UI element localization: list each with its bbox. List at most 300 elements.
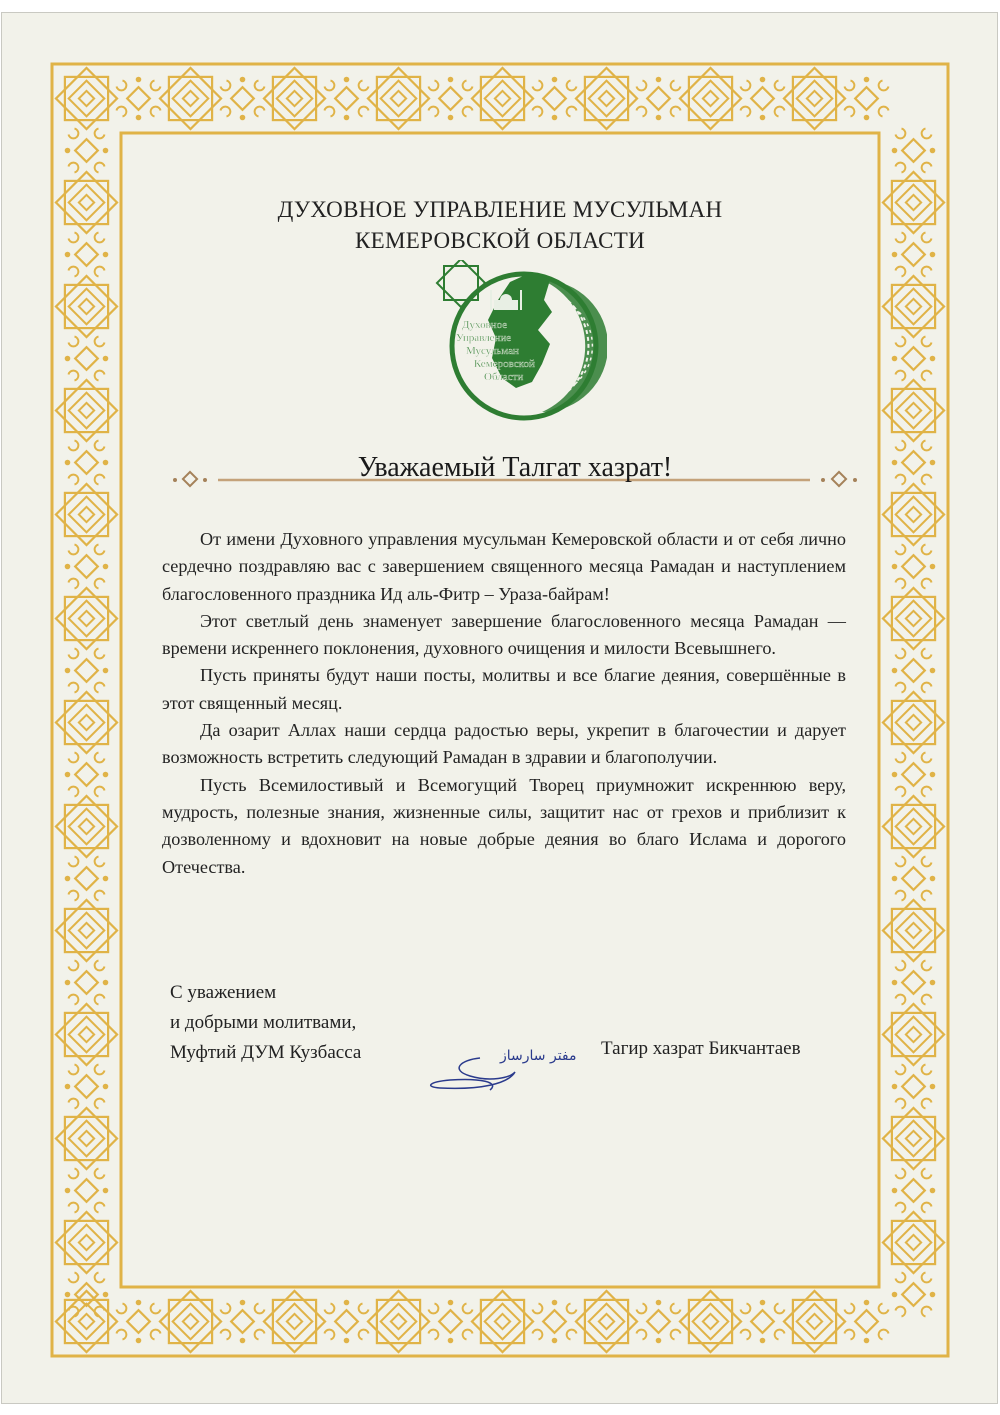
scroll-motif-icon: [896, 891, 906, 901]
star-inner-diamond-icon: [896, 809, 932, 845]
diamond-motif-icon: [231, 1310, 254, 1333]
scroll-motif-icon: [896, 787, 906, 797]
star-center-diamond-icon: [906, 611, 921, 626]
dot-motif-icon: [65, 1084, 71, 1090]
diamond-motif-icon: [75, 763, 98, 786]
scroll-motif-icon: [325, 1330, 335, 1340]
dot-motif-icon: [864, 1338, 870, 1344]
diamond-motif-icon: [855, 1310, 878, 1333]
diamond-motif-icon: [75, 139, 98, 162]
scroll-motif-icon: [922, 475, 932, 485]
diamond-motif-icon: [75, 451, 98, 474]
scroll-motif-icon: [922, 649, 932, 659]
dot-motif-icon: [65, 668, 71, 674]
scroll-motif-icon: [533, 1304, 543, 1314]
scroll-motif-icon: [775, 1304, 785, 1314]
scroll-motif-icon: [69, 1307, 79, 1317]
scroll-motif-icon: [922, 1099, 932, 1109]
diamond-motif-icon: [902, 1075, 925, 1098]
scroll-motif-icon: [325, 1304, 335, 1314]
scroll-motif-icon: [671, 81, 681, 91]
star-inner-diamond-icon: [173, 1304, 209, 1340]
star-center-diamond-icon: [79, 403, 94, 418]
scroll-motif-icon: [922, 891, 932, 901]
dot-motif-icon: [103, 564, 109, 570]
star-center-diamond-icon: [183, 91, 198, 106]
scroll-motif-icon: [95, 163, 105, 173]
dot-motif-icon: [930, 772, 936, 778]
scroll-motif-icon: [922, 787, 932, 797]
diamond-motif-icon: [902, 763, 925, 786]
scroll-motif-icon: [95, 129, 105, 139]
star-inner-diamond-icon: [485, 81, 521, 117]
scroll-motif-icon: [95, 267, 105, 277]
star-center-diamond-icon: [807, 91, 822, 106]
logo-text-line: Управление: [456, 332, 512, 344]
dot-motif-icon: [136, 1338, 142, 1344]
scroll-motif-icon: [896, 995, 906, 1005]
star-center-diamond-icon: [183, 1314, 198, 1329]
scroll-motif-icon: [95, 337, 105, 347]
scroll-motif-icon: [69, 579, 79, 589]
diamond-motif-icon: [335, 87, 358, 110]
scroll-motif-icon: [95, 683, 105, 693]
dot-motif-icon: [892, 1084, 898, 1090]
scroll-motif-icon: [69, 441, 79, 451]
star-center-diamond-icon: [79, 91, 94, 106]
scroll-motif-icon: [637, 1330, 647, 1340]
diamond-motif-icon: [902, 1179, 925, 1202]
diamond-motif-icon: [75, 971, 98, 994]
scroll-motif-icon: [221, 107, 231, 117]
dot-motif-icon: [656, 1300, 662, 1306]
scroll-motif-icon: [741, 1304, 751, 1314]
dot-motif-icon: [656, 1338, 662, 1344]
dot-motif-icon: [103, 460, 109, 466]
diamond-motif-icon: [127, 1310, 150, 1333]
scroll-motif-icon: [922, 1065, 932, 1075]
scroll-motif-icon: [429, 1330, 439, 1340]
scroll-motif-icon: [741, 107, 751, 117]
scroll-motif-icon: [95, 1203, 105, 1213]
star-inner-diamond-icon: [693, 1304, 729, 1340]
scroll-motif-icon: [922, 267, 932, 277]
star-center-diamond-icon: [287, 91, 302, 106]
star-center-diamond-icon: [703, 1314, 718, 1329]
star-inner-diamond-icon: [896, 1121, 932, 1157]
dot-motif-icon: [656, 115, 662, 121]
star-inner-diamond-icon: [277, 1304, 313, 1340]
diamond-motif-icon: [543, 1310, 566, 1333]
dot-motif-icon: [344, 1338, 350, 1344]
dot-motif-icon: [448, 115, 454, 121]
scroll-motif-icon: [775, 107, 785, 117]
dot-motif-icon: [65, 980, 71, 986]
dot-motif-icon: [103, 148, 109, 154]
scroll-motif-icon: [95, 441, 105, 451]
star-center-diamond-icon: [906, 403, 921, 418]
scroll-motif-icon: [879, 107, 889, 117]
star-center-diamond-icon: [79, 299, 94, 314]
dot-motif-icon: [65, 876, 71, 882]
dot-motif-icon: [864, 77, 870, 83]
diamond-motif-icon: [439, 1310, 462, 1333]
scroll-motif-icon: [95, 1273, 105, 1283]
scroll-motif-icon: [69, 787, 79, 797]
dot-motif-icon: [103, 1084, 109, 1090]
body-paragraph: Да озарит Аллах наши сердца радостью веры, укрепит в благочестии и дарует возможность встретить следующий Рамадан в здравии и благополучии.: [162, 720, 846, 768]
diamond-motif-icon: [902, 139, 925, 162]
scroll-motif-icon: [95, 371, 105, 381]
dot-motif-icon: [892, 876, 898, 882]
scroll-motif-icon: [896, 337, 906, 347]
dot-motif-icon: [892, 460, 898, 466]
scroll-motif-icon: [845, 1304, 855, 1314]
scroll-motif-icon: [95, 961, 105, 971]
star-inner-diamond-icon: [589, 1304, 625, 1340]
body-paragraph: От имени Духовного управления мусульман Кемеровской области и от себя лично сердечно поздравляю вас с завершением священного месяца Рамадан и наступлением благословенного праздника Ид аль-Фитр – Ураза-байрам!: [162, 529, 846, 604]
star-center-diamond-icon: [807, 1314, 822, 1329]
scroll-motif-icon: [879, 81, 889, 91]
dot-motif-icon: [103, 668, 109, 674]
scroll-motif-icon: [922, 753, 932, 763]
scroll-motif-icon: [429, 1304, 439, 1314]
scroll-motif-icon: [117, 107, 127, 117]
diamond-motif-icon: [902, 555, 925, 578]
salutation-row: [170, 452, 860, 502]
dot-motif-icon: [930, 564, 936, 570]
scroll-motif-icon: [255, 107, 265, 117]
star-center-diamond-icon: [79, 611, 94, 626]
star-center-diamond-icon: [599, 1314, 614, 1329]
scroll-motif-icon: [95, 475, 105, 485]
organization-logo: [432, 260, 607, 425]
scroll-motif-icon: [896, 267, 906, 277]
scroll-motif-icon: [879, 1304, 889, 1314]
star-center-diamond-icon: [703, 91, 718, 106]
closing-line: и добрыми молитвами,: [170, 1012, 357, 1033]
scroll-motif-icon: [95, 1307, 105, 1317]
scroll-motif-icon: [637, 81, 647, 91]
scroll-motif-icon: [95, 891, 105, 901]
star-inner-diamond-icon: [173, 81, 209, 117]
star-center-diamond-icon: [495, 1314, 510, 1329]
star-center-diamond-icon: [79, 819, 94, 834]
dot-motif-icon: [930, 1084, 936, 1090]
diamond-motif-icon: [902, 971, 925, 994]
diamond-motif-icon: [75, 1179, 98, 1202]
star-center-diamond-icon: [906, 1131, 921, 1146]
scroll-motif-icon: [567, 81, 577, 91]
logo-text-line: Духовное: [462, 319, 508, 331]
star-inner-diamond-icon: [69, 81, 105, 117]
scroll-motif-icon: [359, 1330, 369, 1340]
scroll-motif-icon: [221, 1304, 231, 1314]
star-inner-diamond-icon: [69, 289, 105, 325]
scroll-motif-icon: [567, 1304, 577, 1314]
scroll-motif-icon: [741, 1330, 751, 1340]
scroll-motif-icon: [922, 1307, 932, 1317]
dot-motif-icon: [760, 1338, 766, 1344]
scroll-motif-icon: [896, 129, 906, 139]
scroll-motif-icon: [69, 1099, 79, 1109]
scroll-motif-icon: [95, 857, 105, 867]
dot-motif-icon: [240, 1338, 246, 1344]
scroll-motif-icon: [359, 107, 369, 117]
diamond-motif-icon: [902, 347, 925, 370]
scroll-motif-icon: [637, 107, 647, 117]
scroll-motif-icon: [896, 1169, 906, 1179]
scroll-motif-icon: [922, 545, 932, 555]
scroll-motif-icon: [896, 1099, 906, 1109]
dot-motif-icon: [552, 1300, 558, 1306]
scroll-motif-icon: [671, 107, 681, 117]
scroll-motif-icon: [69, 857, 79, 867]
dot-motif-icon: [448, 1338, 454, 1344]
scroll-motif-icon: [69, 545, 79, 555]
scroll-motif-icon: [95, 1065, 105, 1075]
scroll-motif-icon: [221, 1330, 231, 1340]
scroll-motif-icon: [117, 1304, 127, 1314]
dot-motif-icon: [864, 1300, 870, 1306]
scroll-motif-icon: [95, 579, 105, 589]
dot-motif-icon: [892, 668, 898, 674]
closing-line: С уважением: [170, 982, 277, 1003]
scroll-motif-icon: [533, 107, 543, 117]
dot-motif-icon: [656, 77, 662, 83]
dot-motif-icon: [930, 876, 936, 882]
scroll-motif-icon: [429, 81, 439, 91]
scroll-motif-icon: [69, 337, 79, 347]
dot-motif-icon: [136, 77, 142, 83]
dot-motif-icon: [103, 980, 109, 986]
scroll-motif-icon: [117, 81, 127, 91]
dot-motif-icon: [448, 1300, 454, 1306]
logo-text-line: Области: [484, 371, 524, 383]
org-title-line1: ДУХОВНОЕ УПРАВЛЕНИЕ МУСУЛЬМАН: [277, 197, 723, 222]
body-paragraph: Пусть приняты будут наши посты, молитвы и все благие деяния, совершённые в этот священный месяц.: [162, 665, 846, 713]
scroll-motif-icon: [429, 107, 439, 117]
scroll-motif-icon: [117, 1330, 127, 1340]
scroll-motif-icon: [151, 107, 161, 117]
signer-name: Тагир хазрат Бикчантаев: [601, 1038, 801, 1059]
star-inner-diamond-icon: [69, 601, 105, 637]
star-center-diamond-icon: [906, 715, 921, 730]
dot-motif-icon: [240, 1300, 246, 1306]
dot-motif-icon: [760, 77, 766, 83]
diamond-motif-icon: [75, 867, 98, 890]
scroll-motif-icon: [567, 107, 577, 117]
star-inner-diamond-icon: [69, 1121, 105, 1157]
scroll-motif-icon: [69, 961, 79, 971]
scroll-motif-icon: [845, 107, 855, 117]
scroll-motif-icon: [69, 649, 79, 659]
dot-motif-icon: [448, 77, 454, 83]
scroll-motif-icon: [922, 163, 932, 173]
star-inner-diamond-icon: [277, 81, 313, 117]
dot-motif-icon: [892, 1188, 898, 1194]
dot-motif-icon: [65, 772, 71, 778]
scroll-motif-icon: [69, 129, 79, 139]
scroll-motif-icon: [896, 475, 906, 485]
dot-motif-icon: [930, 980, 936, 986]
dot-motif-icon: [344, 115, 350, 121]
signature-script: مفتر سارساز: [500, 1048, 577, 1064]
scroll-motif-icon: [95, 995, 105, 1005]
organization-title: [0, 194, 1000, 256]
closing-block: [170, 978, 361, 1068]
scroll-motif-icon: [151, 1304, 161, 1314]
scroll-motif-icon: [69, 371, 79, 381]
star-inner-diamond-icon: [797, 1304, 833, 1340]
scroll-motif-icon: [922, 683, 932, 693]
star-inner-diamond-icon: [69, 1225, 105, 1261]
dot-motif-icon: [864, 115, 870, 121]
scroll-motif-icon: [69, 1065, 79, 1075]
scroll-motif-icon: [922, 579, 932, 589]
star-inner-diamond-icon: [69, 705, 105, 741]
scroll-motif-icon: [359, 81, 369, 91]
scroll-motif-icon: [896, 163, 906, 173]
star-center-diamond-icon: [79, 923, 94, 938]
diamond-motif-icon: [902, 451, 925, 474]
diamond-motif-icon: [75, 555, 98, 578]
star-inner-diamond-icon: [69, 809, 105, 845]
star-center-diamond-icon: [79, 715, 94, 730]
star-inner-diamond-icon: [69, 393, 105, 429]
scroll-motif-icon: [255, 81, 265, 91]
diamond-motif-icon: [439, 87, 462, 110]
diamond-motif-icon: [647, 87, 670, 110]
dot-motif-icon: [892, 148, 898, 154]
dot-motif-icon: [552, 115, 558, 121]
scroll-motif-icon: [95, 787, 105, 797]
scroll-motif-icon: [922, 337, 932, 347]
dot-motif-icon: [930, 148, 936, 154]
star-center-diamond-icon: [79, 1027, 94, 1042]
salutation: Уважаемый Талгат хазрат!: [357, 452, 673, 483]
scroll-motif-icon: [922, 1169, 932, 1179]
scroll-motif-icon: [95, 545, 105, 555]
dot-motif-icon: [240, 115, 246, 121]
star-inner-diamond-icon: [896, 913, 932, 949]
scroll-motif-icon: [95, 1099, 105, 1109]
scroll-motif-icon: [922, 1273, 932, 1283]
star-center-diamond-icon: [906, 923, 921, 938]
scroll-motif-icon: [255, 1330, 265, 1340]
scroll-motif-icon: [463, 1304, 473, 1314]
scroll-motif-icon: [896, 441, 906, 451]
scroll-motif-icon: [69, 753, 79, 763]
signer-title: Муфтий ДУМ Кузбасса: [170, 1042, 362, 1063]
scroll-motif-icon: [896, 1065, 906, 1075]
star-center-diamond-icon: [391, 1314, 406, 1329]
scroll-motif-icon: [95, 649, 105, 659]
scroll-motif-icon: [151, 1330, 161, 1340]
scroll-motif-icon: [463, 107, 473, 117]
scroll-motif-icon: [845, 81, 855, 91]
star-inner-diamond-icon: [896, 393, 932, 429]
diamond-motif-icon: [647, 1310, 670, 1333]
star-inner-diamond-icon: [693, 81, 729, 117]
star-inner-diamond-icon: [896, 705, 932, 741]
scroll-motif-icon: [671, 1304, 681, 1314]
scroll-motif-icon: [69, 267, 79, 277]
scroll-motif-icon: [69, 891, 79, 901]
diamond-motif-icon: [231, 87, 254, 110]
scroll-motif-icon: [359, 1304, 369, 1314]
dot-motif-icon: [892, 356, 898, 362]
dot-motif-icon: [930, 668, 936, 674]
dot-motif-icon: [760, 115, 766, 121]
diamond-motif-icon: [902, 659, 925, 682]
scroll-motif-icon: [922, 961, 932, 971]
dot-motif-icon: [892, 980, 898, 986]
eight-point-star-icon: [437, 260, 485, 307]
scroll-motif-icon: [151, 81, 161, 91]
scroll-motif-icon: [533, 1330, 543, 1340]
dot-motif-icon: [760, 1300, 766, 1306]
star-center-diamond-icon: [79, 507, 94, 522]
scroll-motif-icon: [741, 81, 751, 91]
dot-motif-icon: [344, 1300, 350, 1306]
dot-motif-icon: [103, 356, 109, 362]
scroll-motif-icon: [69, 163, 79, 173]
scroll-motif-icon: [922, 371, 932, 381]
scroll-motif-icon: [845, 1330, 855, 1340]
scroll-motif-icon: [896, 857, 906, 867]
dot-motif-icon: [65, 564, 71, 570]
star-center-diamond-icon: [906, 507, 921, 522]
dot-motif-icon: [892, 772, 898, 778]
star-inner-diamond-icon: [381, 1304, 417, 1340]
dot-motif-icon: [65, 460, 71, 466]
star-center-diamond-icon: [906, 819, 921, 834]
diamond-motif-icon: [902, 1283, 925, 1306]
star-center-diamond-icon: [79, 1314, 94, 1329]
star-inner-diamond-icon: [896, 289, 932, 325]
star-inner-diamond-icon: [69, 1017, 105, 1053]
letter-body: [162, 526, 846, 881]
diamond-motif-icon: [75, 1075, 98, 1098]
scroll-motif-icon: [463, 1330, 473, 1340]
scroll-motif-icon: [922, 441, 932, 451]
star-inner-diamond-icon: [381, 81, 417, 117]
scroll-motif-icon: [69, 1273, 79, 1283]
diamond-motif-icon: [75, 347, 98, 370]
scroll-motif-icon: [896, 961, 906, 971]
dot-motif-icon: [240, 77, 246, 83]
scroll-motif-icon: [775, 1330, 785, 1340]
diamond-motif-icon: [75, 659, 98, 682]
logo-text-line: Мусульман: [466, 345, 519, 357]
body-paragraph: Этот светлый день знаменует завершение благословенного месяца Рамадан — времени искреннего поклонения, духовного очищения и милости Всевышнего.: [162, 610, 846, 659]
star-inner-diamond-icon: [797, 81, 833, 117]
scroll-motif-icon: [637, 1304, 647, 1314]
scroll-motif-icon: [325, 81, 335, 91]
dot-motif-icon: [103, 772, 109, 778]
dot-motif-icon: [65, 148, 71, 154]
signature: [420, 1038, 610, 1098]
scroll-motif-icon: [221, 81, 231, 91]
star-inner-diamond-icon: [69, 1304, 105, 1340]
dot-motif-icon: [930, 460, 936, 466]
dot-motif-icon: [136, 115, 142, 121]
scroll-motif-icon: [922, 129, 932, 139]
scroll-motif-icon: [671, 1330, 681, 1340]
scroll-motif-icon: [69, 995, 79, 1005]
scroll-motif-icon: [896, 753, 906, 763]
